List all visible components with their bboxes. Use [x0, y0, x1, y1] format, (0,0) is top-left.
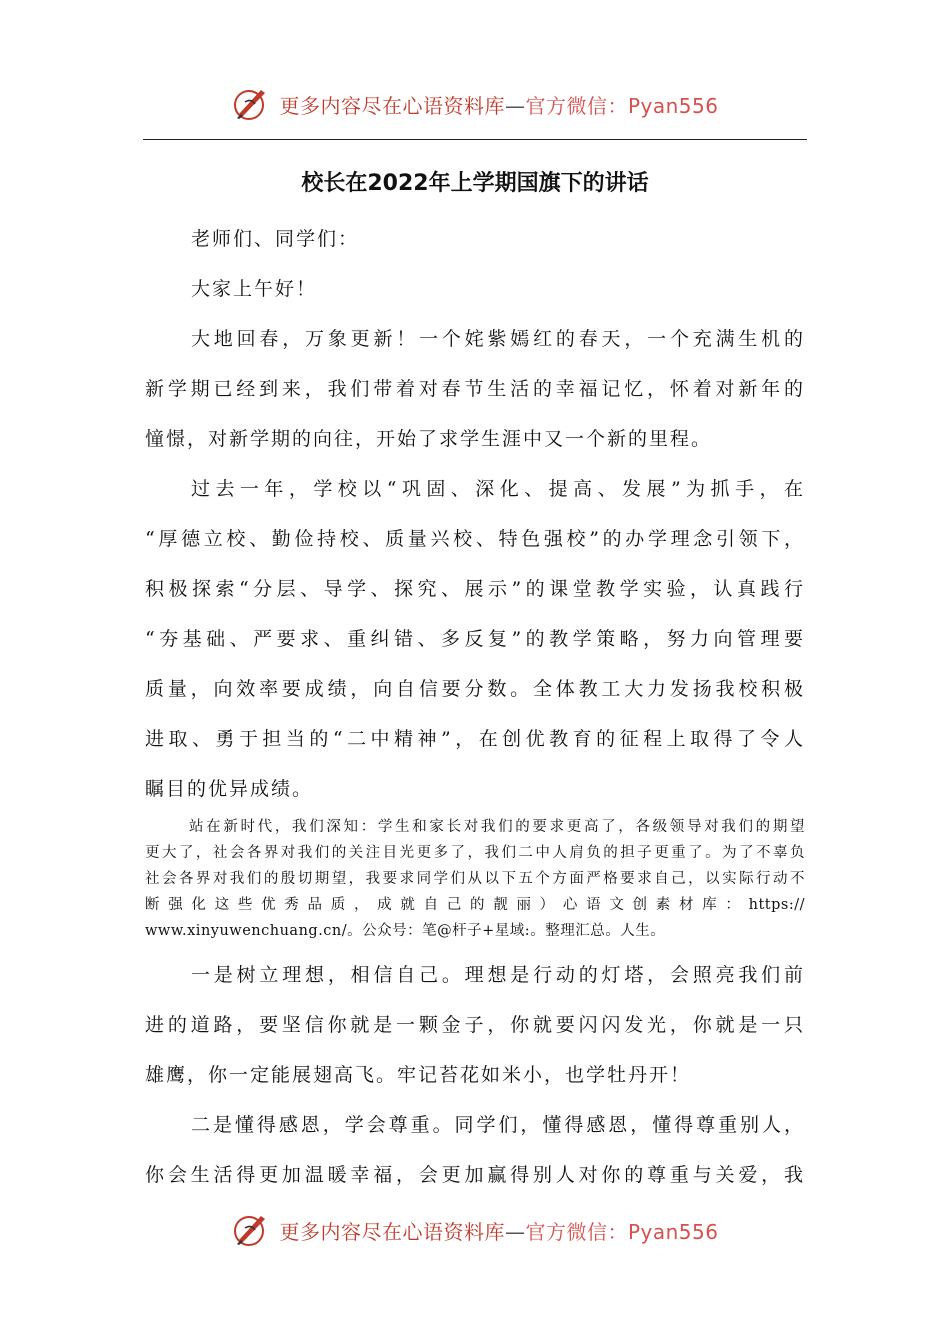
text-line: 瞩目的优异成绩。: [145, 778, 314, 800]
greeting: 大家上午好！: [191, 278, 318, 300]
text-line: 进取、勇于担当的“二中精神”，在创优教育的征程上取得了令人: [145, 728, 805, 750]
paragraph-1: [145, 314, 805, 464]
text-line: 断强化这些优秀品质，成就自己的靓丽）心语文创素材库：https://: [145, 897, 805, 913]
banner-text: [279, 90, 718, 119]
paragraph-2: [145, 464, 805, 814]
text-line: 你会生活得更加温暖幸福，会更加赢得别人对你的尊重与关爱，我: [145, 1164, 805, 1186]
header-divider: [143, 139, 807, 140]
banner-separator: —: [504, 93, 526, 118]
text-line: 站在新时代，我们深知：学生和家长对我们的要求更高了，各级领导对我们的期望: [189, 819, 805, 835]
quill-logo-icon: [231, 84, 271, 124]
text-line: “厚德立校、勤俭持校、质量兴校、特色强校”的办学理念引领下，: [145, 528, 805, 550]
banner-wechat: 官方微信：Pyan556: [525, 1219, 719, 1244]
paragraph-5: [145, 1100, 805, 1200]
salutation: 老师们、同学们：: [191, 228, 360, 250]
document-body: [145, 214, 805, 1200]
banner-main: 更多内容尽在心语资料库: [279, 1219, 505, 1244]
text-line: 大地回春，万象更新！一个姹紫嫣红的春天，一个充满生机的: [191, 328, 805, 350]
text-line: “夯基础、严要求、重纠错、多反复”的教学策略，努力向管理要: [145, 628, 805, 650]
banner-wechat: 官方微信：Pyan556: [525, 93, 719, 118]
document-title: 校长在2022年上学期国旗下的讲话: [301, 171, 649, 196]
text-line: 一是树立理想，相信自己。理想是行动的灯塔，会照亮我们前: [191, 964, 805, 986]
banner-main: 更多内容尽在心语资料库: [279, 93, 505, 118]
banner-text: [279, 1216, 718, 1245]
text-line: 进的道路，要坚信你就是一颗金子，你就要闪闪发光，你就是一只: [145, 1014, 805, 1036]
text-line: 积极探索“分层、导学、探究、展示”的课堂教学实验，认真践行: [145, 578, 805, 600]
text-line: 社会各界对我们的殷切期望，我要求同学们从以下五个方面严格要求自己，以实际行动不: [145, 871, 805, 887]
text-line: 更大了，社会各界对我们的关注目光更多了，我们二中人肩负的担子更重了。为了不辜负: [145, 845, 805, 861]
header-banner: [0, 82, 950, 126]
text-line: 雄鹰，你一定能展翅高飞。牢记苔花如米小，也学牡丹开！: [145, 1064, 692, 1086]
footer-banner: [0, 1208, 950, 1252]
text-line: 二是懂得感恩，学会尊重。同学们，懂得感恩，懂得尊重别人，: [191, 1114, 805, 1136]
text-line: 新学期已经到来，我们带着对春节生活的幸福记忆，怀着对新年的: [145, 378, 805, 400]
paragraph-4: [145, 950, 805, 1100]
text-line: 质量，向效率要成绩，向自信要分数。全体教工大力发扬我校积极: [145, 678, 805, 700]
paragraph-3-small: [145, 814, 805, 944]
text-line: 憧憬，对新学期的向往，开始了求学生涯中又一个新的里程。: [145, 428, 713, 450]
quill-logo-icon: [231, 1210, 271, 1250]
banner-separator: —: [504, 1219, 526, 1244]
text-line: www.xinyuwenchuang.cn/。公众号：笔@杆子+星域:。整理汇总。人生。: [145, 923, 666, 939]
text-line: 过去一年，学校以“巩固、深化、提高、发展”为抓手，在: [191, 478, 805, 500]
